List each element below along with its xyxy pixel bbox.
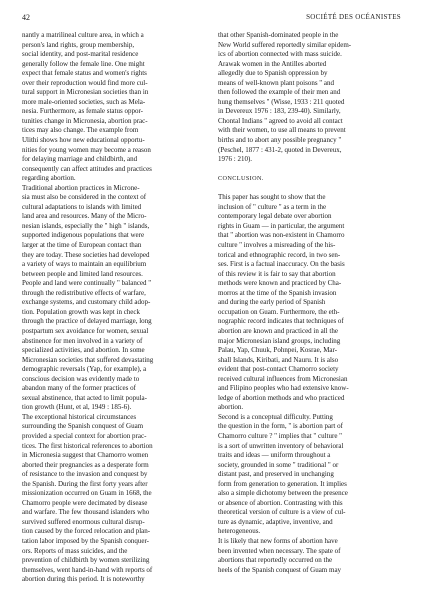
text-line: of this review it is fair to say that abortion <box>218 269 336 278</box>
text-line: tices may also change. The example from <box>22 126 139 135</box>
text-line: of resistance to the invasion and conquest by <box>22 470 148 479</box>
text-line: form from generation to generation. It implies <box>218 479 347 488</box>
text-line: occupation on Guam. Furthermore, the eth- <box>218 307 340 316</box>
text-line: 1976 : 210). <box>218 155 253 164</box>
text-line: postpartum sex avoidance for women, sexual <box>22 326 149 335</box>
text-line: inclusion of " culture " as a term in the <box>218 202 327 211</box>
text-line: ics of abortion connected with mass suicide. <box>218 50 342 59</box>
text-line: person's land rights, group membership, <box>22 40 135 49</box>
text-line: also a simple dichotomy between the presence <box>218 489 348 498</box>
text-line: ses. First is a factual inaccuracy. On the basis <box>218 260 345 269</box>
right-text-column <box>218 31 402 575</box>
text-line: is a sort of unwritten inventory of behavioral <box>218 441 344 450</box>
text-line: nographic record indicates that techniques of <box>218 317 344 326</box>
text-line: culture " involves a misreading of the his- <box>218 241 336 250</box>
text-line: births and to abort any possible pregnancy " <box>218 136 342 145</box>
text-line: through the practice of delayed marriage, long <box>22 317 152 326</box>
text-line: through the redistributive effects of warfare, <box>22 288 146 297</box>
text-line: that " abortion was non-existent in Chamorro <box>218 231 345 240</box>
text-line: social identity, and post-marital residence <box>22 50 139 59</box>
text-line: abortion. <box>218 403 244 412</box>
text-line: hung themselves " (Wisse, 1933 : 211 quoted <box>218 97 345 106</box>
text-line: New World suffered reportedly similar epidem- <box>218 40 352 49</box>
text-line: sia must also be considered in the context of <box>22 193 147 202</box>
text-line: tion growth (Hunt, et al, 1949 : 185-6). <box>22 403 132 412</box>
text-line: Second is a conceptual difficulty. Putting <box>218 412 333 421</box>
text-line: evident that post-contact Chamorro society <box>218 365 339 374</box>
text-line: major Micronesian island groups, including <box>218 336 341 345</box>
text-line: People and land were continually " balanced " <box>22 279 152 288</box>
text-line: in Micronesia suggest that Chamorro women <box>22 451 149 460</box>
text-line: tation labor imposed by the Spanish conquer- <box>22 536 150 545</box>
text-line: larger at the time of European contact than <box>22 241 142 250</box>
text-line: Palau, Yap, Chuuk, Pohnpei, Kosrae, Mar- <box>218 346 338 355</box>
text-line: nantly a matrilineal culture area, in which a <box>22 31 144 39</box>
text-line: distant past, and preserved in unchanging <box>218 470 334 479</box>
text-line: Arawak women in the Antilles aborted <box>218 59 327 68</box>
text-line: (Peschel, 1877 : 431-2, quoted in Devereux, <box>218 145 342 154</box>
text-line: survived suffered enormous cultural disrup- <box>22 517 145 526</box>
blank-line <box>218 184 402 194</box>
text-line: tion caused by the forced relocation and plan- <box>22 527 151 536</box>
page-header <box>22 13 401 25</box>
text-line: received cultural influences from Micronesian <box>218 374 348 383</box>
text-line: and during the early period of Spanish <box>218 298 326 307</box>
text-line: that other Spanish-dominated people in the <box>218 31 339 39</box>
text-line: consequently can affect attitudes and practices <box>22 164 152 173</box>
text-line: been invented when necessary. The spate of <box>218 546 341 555</box>
text-line: and warfare. The few thousand islanders who <box>22 508 150 517</box>
left-text-column <box>22 31 206 585</box>
text-line: demographic reversals (Yap, for example), a <box>22 365 147 374</box>
section-heading: CONCLUSION. <box>218 175 264 183</box>
text-line: methods were known and practiced by Cha- <box>218 279 342 288</box>
text-line: The exceptional historical circumstances <box>22 412 137 421</box>
text-line: specialized activities, and abortion. In some <box>22 346 145 355</box>
text-line: prevention of childbirth by women sterilizing <box>22 556 150 565</box>
text-line: generally follow the female line. One might <box>22 59 145 68</box>
text-line: abortion during this period. It is noteworthy <box>22 575 145 584</box>
text-line: exchange systems, and customary child adop- <box>22 298 151 307</box>
text-line: between people and limited land resources. <box>22 269 143 278</box>
text-line: traits and ideas — uniform throughout a <box>218 451 331 460</box>
text-line: It is likely that new forms of abortion have <box>218 536 338 545</box>
text-line: shall Islands, Kiribati, and Nauru. It is also <box>218 355 339 364</box>
text-line: a variety of ways to maintain an equilibrium <box>22 260 147 269</box>
text-line: heels of the Spanish conquest of Guam may <box>218 565 342 574</box>
text-line: land area and resources. Many of the Micro- <box>22 212 147 221</box>
text-line: then followed the example of their men and <box>218 88 341 97</box>
text-line: missionization occurred on Guam in 1668, the <box>22 489 152 498</box>
text-line: tural support in Micronesian societies than in <box>22 88 149 97</box>
text-line: Chamorro culture ? " implies that " culture " <box>218 431 343 440</box>
text-line: contemporary legal debate over abortion <box>218 212 332 221</box>
text-line: nesia. Furthermore, as female status oppor- <box>22 107 143 116</box>
text-line: society, grounded in some " traditional " or <box>218 460 339 469</box>
text-line: or absence of abortion. Contrasting with this <box>218 498 343 507</box>
text-line: allegedly due to Spanish oppression by <box>218 69 328 78</box>
text-line: and Filipino peoples who had extensive know- <box>218 384 349 393</box>
text-line: Chamorro people were decimated by disease <box>22 498 148 507</box>
text-line: Traditional abortion practices in Microne- <box>22 183 140 192</box>
text-line: nesian islands, especially the " high " islands, <box>22 221 150 230</box>
text-line: in Devereux 1976 : 183, 239-40). Similarly, <box>218 107 341 116</box>
text-line: aborted their pregnancies as a desperate form <box>22 460 149 469</box>
text-line: Ulithi shows how new educational opportu- <box>22 136 145 145</box>
text-line: Chontal Indians " agreed to avoid all contact <box>218 116 343 125</box>
text-line: ledge of abortion methods and who practiced <box>218 393 345 402</box>
text-line: heterogeneous. <box>218 527 261 536</box>
text-line: Micronesian societies that suffered devastating <box>22 355 154 364</box>
text-line: cultural adaptations to islands with limited <box>22 202 142 211</box>
text-line: abstinence for men involved in a variety of <box>22 336 143 345</box>
text-line: nities for young women may become a reason <box>22 145 151 154</box>
text-line: with their women, to use all means to prevent <box>218 126 346 135</box>
text-line: abandon many of the former practices of <box>22 384 136 393</box>
text-line: tices. The first historical references to abortion <box>22 441 153 450</box>
text-line: themselves, went hand-in-hand with reports of <box>22 565 153 574</box>
text-line: ors. Reports of mass suicides, and the <box>22 546 128 555</box>
page-number: 42 <box>22 13 30 22</box>
text-line: sexual abstinence, that acted to limit popula- <box>22 393 147 402</box>
blank-line <box>218 165 402 175</box>
text-line: the Spanish. During the first forty years after <box>22 479 148 488</box>
text-line: tion. Population growth was kept in check <box>22 307 141 316</box>
text-line: morros at the time of the Spanish invasion <box>218 288 337 297</box>
text-line: conscious decision was evidently made to <box>22 374 140 383</box>
text-line: tunities change in Micronesia, abortion prac- <box>22 116 148 125</box>
text-line: ture as dynamic, adaptive, inventive, and <box>218 517 333 526</box>
text-line: torical and ethnographic record, in two sen- <box>218 250 341 259</box>
text-line: the question in the form, " is abortion part of <box>218 422 343 431</box>
text-line: means of well-known plant poisons " and <box>218 78 335 87</box>
text-line: rights in Guam — in particular, the argument <box>218 221 345 230</box>
text-line: for delaying marriage and childbirth, and <box>22 155 138 164</box>
text-line: surrounding the Spanish conquest of Guam <box>22 422 144 431</box>
text-line: supported indigenous populations that were <box>22 231 145 240</box>
running-head: SOCIÉTÉ DES OCÉANISTES <box>306 13 401 21</box>
text-line: more male-oriented societies, such as Mela- <box>22 97 146 106</box>
text-line: over their reproduction would find more cul- <box>22 78 148 87</box>
text-line: abortion are known and practiced in all the <box>218 326 338 335</box>
text-line: they are today. These societies had developed <box>22 250 150 259</box>
text-line: expect that female status and women's rights <box>22 69 147 78</box>
text-line: regarding abortion. <box>22 174 76 183</box>
text-line: This paper has sought to show that the <box>218 193 326 202</box>
text-line: provided a special context for abortion prac- <box>22 431 147 440</box>
text-line: theoretical version of culture is a view of cul- <box>218 508 346 517</box>
text-line: abortions that reportedly occurred on the <box>218 556 333 565</box>
